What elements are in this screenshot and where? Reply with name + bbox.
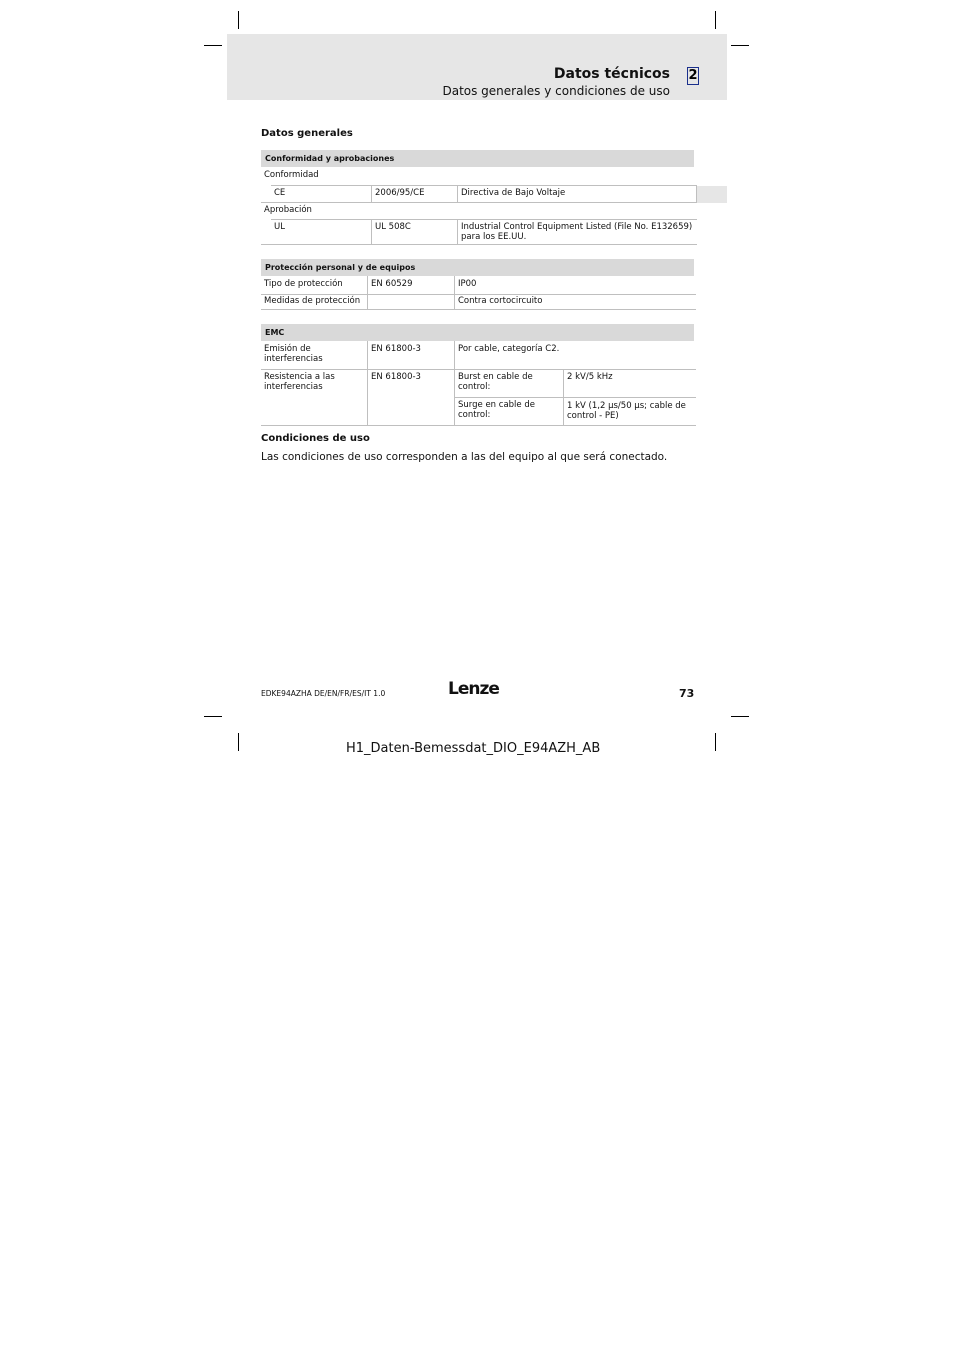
surge-label-line: control:: [458, 410, 491, 420]
crop-mark: [204, 716, 222, 717]
ul-standard: UL 508C: [375, 222, 411, 232]
col-divider: [371, 219, 372, 244]
general-data-heading: Datos generales: [261, 128, 353, 139]
conditions-heading: Condiciones de uso: [261, 433, 370, 444]
row-standard: EN 60529: [371, 279, 413, 289]
row-standard: EN 61800-3: [371, 372, 421, 382]
group-label: Conformidad: [264, 170, 319, 180]
crop-mark: [731, 716, 749, 717]
row-divider: [261, 425, 696, 426]
table-header: Protección personal y de equipos: [261, 259, 694, 276]
ul-description-line: Industrial Control Equipment Listed (File No. E132659): [461, 222, 693, 232]
ce-label: CE: [274, 188, 286, 198]
col-divider: [457, 185, 458, 202]
row-label-line: Emisión de: [264, 344, 311, 354]
table-header: EMC: [261, 324, 694, 341]
row-divider: [261, 244, 697, 245]
surge-label: [455, 397, 563, 420]
col-divider: [457, 219, 458, 244]
burst-value: 2 kV/5 kHz: [567, 372, 613, 382]
conditions-text: Las condiciones de uso corresponden a las del equipo al que será conectado.: [261, 451, 668, 463]
burst-label-line: Burst en cable de: [458, 372, 533, 382]
col-divider: [367, 341, 368, 425]
burst-label: [455, 369, 563, 392]
ul-label: UL: [274, 222, 285, 232]
ce-description: Directiva de Bajo Voltaje: [461, 188, 566, 198]
row-label: [261, 369, 367, 392]
crop-mark: [715, 733, 716, 751]
col-divider: [696, 185, 697, 202]
col-divider: [367, 276, 368, 310]
crop-mark: [204, 45, 222, 46]
lenze-logo: Lenze: [448, 679, 499, 699]
surge-value: [564, 398, 696, 421]
chapter-title: Datos técnicos: [553, 66, 670, 82]
row-label-line: interferencias: [264, 354, 323, 364]
surge-value-line: control - PE): [567, 411, 619, 421]
row-value: IP00: [458, 279, 477, 289]
ce-standard: 2006/95/CE: [375, 188, 425, 198]
crop-mark: [238, 11, 239, 29]
row-value: Por cable, categoría C2.: [458, 344, 560, 354]
burst-label-line: control:: [458, 382, 491, 392]
surge-value-line: 1 kV (1,2 µs/50 µs; cable de: [567, 401, 686, 411]
row-divider: [261, 309, 696, 310]
crop-mark: [715, 11, 716, 29]
crop-mark: [731, 45, 749, 46]
row-label: [261, 341, 367, 364]
row-label: Medidas de protección: [264, 296, 361, 306]
chapter-subtitle: Datos generales y condiciones de uso: [442, 84, 670, 98]
col-divider: [371, 185, 372, 202]
row-label-line: Resistencia a las: [264, 372, 335, 382]
document-code: EDKE94AZHA DE/EN/FR/ES/IT 1.0: [261, 689, 386, 698]
row-standard: EN 61800-3: [371, 344, 421, 354]
side-tab: [697, 186, 727, 203]
crop-mark: [238, 733, 239, 751]
table-header: Conformidad y aprobaciones: [261, 150, 694, 167]
surge-label-line: Surge en cable de: [458, 400, 535, 410]
ul-description-line: para los EE.UU.: [461, 232, 527, 242]
page-number: 73: [679, 687, 695, 700]
ul-description: [458, 219, 696, 242]
row-value: Contra cortocircuito: [458, 296, 543, 306]
row-label-line: interferencias: [264, 382, 323, 392]
group-label: Aprobación: [264, 205, 312, 215]
chapter-number-link[interactable]: 2: [688, 68, 698, 83]
file-identifier: H1_Daten-Bemessdat_DIO_E94AZH_AB: [346, 741, 601, 756]
row-label: Tipo de protección: [264, 279, 343, 289]
